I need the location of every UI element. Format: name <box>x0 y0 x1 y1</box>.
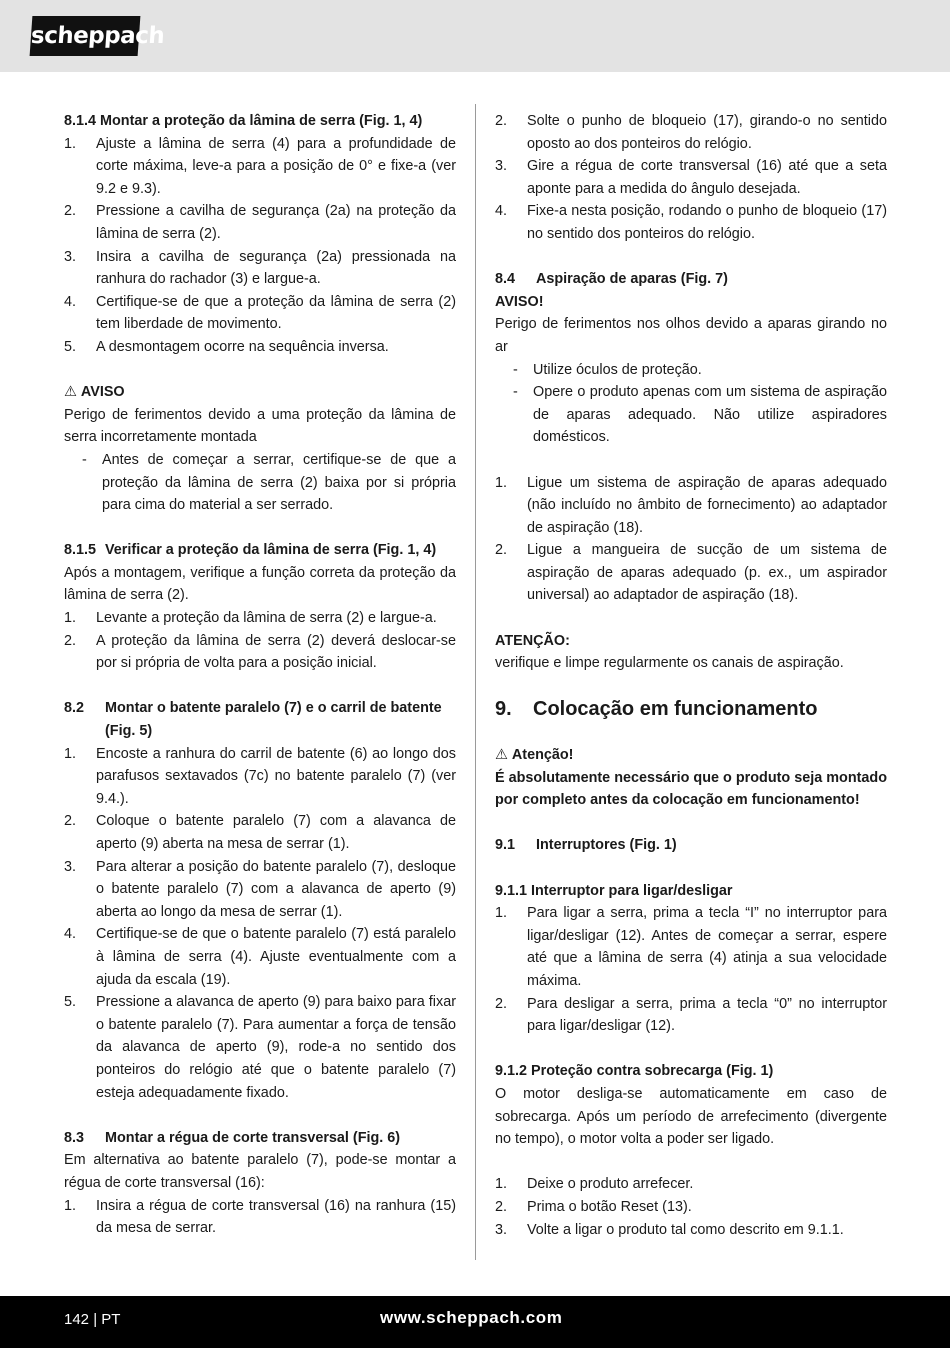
section-9-1-1-title: 9.1.1 Interruptor para ligar/desligar <box>495 882 733 899</box>
left-column <box>64 110 456 1240</box>
section-8-3-intro: Em alternativa ao batente paralelo (7), pode-se montar a régua de corte transversal (16): <box>64 1152 456 1191</box>
section-8-2-title: 8.2 Montar o batente paralelo (7) e o carril de batente (Fig. 5) <box>64 700 442 740</box>
atencao-text: verifique e limpe regularmente os canais de aspiração. <box>495 655 844 672</box>
list-item: 4. Fixe-a nesta posição, rodando o punho de bloqueio (17) no sentido dos ponteiros do relógio. <box>495 203 887 242</box>
list-item: 5. A desmontagem ocorre na sequência inversa. <box>64 338 389 355</box>
section-9-title: 9. Colocação em funcionamento <box>495 698 818 721</box>
footer-bar <box>0 1296 950 1348</box>
section-8-4-title: 8.4 Aspiração de aparas (Fig. 7) <box>495 271 728 288</box>
list-item: 1. Deixe o produto arrefecer. <box>495 1176 694 1193</box>
list-item: 1. Ajuste a lâmina de serra (4) para a profundidade de corte máxima, leve-a para a posição de 0° e fixe-a (ver 9.2 e 9.3). <box>64 135 456 197</box>
atencao-label: ATENÇÃO: <box>495 632 570 649</box>
section-9-1-2-text: O motor desliga-se automaticamente em caso de sobrecarga. Após um período de arrefecimento (divergente no tempo), o motor volta a poder ser ligado. <box>495 1085 887 1148</box>
warning-triangle-icon: ⚠ <box>495 747 508 764</box>
aviso-text: Perigo de ferimentos nos olhos devido a aparas girando no ar <box>495 316 887 355</box>
aviso-label: AVISO! <box>495 293 544 310</box>
list-item: - Opere o produto apenas com um sistema de aspiração de aparas adequado. Não utilize aspiradores domésticos. <box>513 384 887 446</box>
section-8-1-5-title: 8.1.5 Verificar a proteção da lâmina de serra (Fig. 1, 4) <box>64 542 437 559</box>
list-item: 1. Levante a proteção da lâmina de serra (2) e largue-a. <box>64 610 437 627</box>
column-divider <box>475 104 476 1260</box>
list-item: 4. Certifique-se de que o batente paralelo (7) está paralelo à lâmina de serra (4). Ajuste eventualmente com a ajuda da escala (19). <box>64 926 456 988</box>
list-item: 5. Pressione a alavanca de aperto (9) para baixo para fixar o batente paralelo (7). Para aumentar a força de tensão da alavanca de aperto (9), rode-a no sentido dos ponteiros do relógio até que o batente paralelo (7) esteja adequadamente fixado. <box>64 994 456 1101</box>
list-item: 2. Ligue a mangueira de sucção de um sistema de aspiração de aparas adequado (p. ex., um aspirador universal) ao adaptador de aspiração (18). <box>495 542 887 604</box>
list-item: 1. Ligue um sistema de aspiração de aparas adequado (não incluído no âmbito de fornecimento) ao adaptador de aspiração (18). <box>495 474 887 536</box>
list-item: 2. Para desligar a serra, prima a tecla “0” no interruptor para ligar/desligar (12). <box>495 995 887 1035</box>
list-item: 4. Certifique-se de que a proteção da lâmina de serra (2) tem liberdade de movimento. <box>64 293 456 333</box>
list-item: 2. Coloque o batente paralelo (7) com a alavanca de aperto (9) aberta na mesa de serrar (1). <box>64 813 456 852</box>
section-8-1-4-steps <box>64 133 456 359</box>
page-number: 142 | PT <box>64 1311 121 1328</box>
website-url: www.scheppach.com <box>380 1308 563 1327</box>
list-item: 2. Prima o botão Reset (13). <box>495 1198 692 1215</box>
section-8-3-title: 8.3 Montar a régua de corte transversal (Fig. 6) <box>64 1129 401 1146</box>
list-item: 3. Gire a régua de corte transversal (16) até que a seta aponte para a medida do ângulo desejada. <box>495 158 887 197</box>
right-column <box>495 110 887 1241</box>
warning-heading: ⚠ Atenção! <box>495 744 887 767</box>
list-item: 3. Insira a cavilha de segurança (2a) pressionada na ranhura do rachador (3) e largue-a. <box>64 248 456 288</box>
warning-text: Perigo de ferimentos devido a uma proteção da lâmina de serra incorretamente montada <box>64 406 456 446</box>
list-item: 2. Pressione a cavilha de segurança (2a) na proteção da lâmina de serra (2). <box>64 203 456 242</box>
section-9-1-title: 9.1 Interruptores (Fig. 1) <box>495 837 677 854</box>
list-item: 2. Solte o punho de bloqueio (17), girando-o no sentido oposto ao dos ponteiros do relógio. <box>495 113 887 152</box>
list-item: 3. Para alterar a posição do batente paralelo (7), desloque o batente paralelo (7) com a alavanca de aperto (9) aberta ao longo da mesa de serrar (1). <box>64 858 456 920</box>
section-8-1-5-intro: Após a montagem, verifique a função correta da proteção da lâmina de serra (2). <box>64 564 456 604</box>
warning-heading: ⚠ AVISO <box>64 381 456 404</box>
list-item: 3. Volte a ligar o produto tal como descrito em 9.1.1. <box>495 1221 844 1238</box>
section-8-1-4-title: 8.1.4 Montar a proteção da lâmina de serra (Fig. 1, 4) <box>64 113 423 129</box>
warning-text: É absolutamente necessário que o produto seja montado por completo antes da colocação em funcionamento! <box>495 769 887 809</box>
list-item: 2. A proteção da lâmina de serra (2) deverá deslocar-se por si própria de volta para a posição inicial. <box>64 632 456 672</box>
list-item: 1. Insira a régua de corte transversal (16) na ranhura (15) da mesa de serrar. <box>64 1197 456 1237</box>
list-item: - Antes de começar a serrar, certifique-se de que a proteção da lâmina de serra (2) baixa por si própria para cima do material a ser serrado. <box>82 451 456 514</box>
list-item: 1. Encoste a ranhura do carril de batente (6) ao longo dos parafusos sextavados (7c) no batente paralelo (7) (ver 9.4.). <box>64 745 456 807</box>
header-bar <box>0 0 950 72</box>
list-item: 1. Para ligar a serra, prima a tecla “I” no interruptor para ligar/desligar (12). Antes de começar a serrar, espere até que a lâmina de serra (4) atinja a sua velocidade máxima. <box>495 905 887 989</box>
list-item: - Utilize óculos de proteção. <box>513 361 702 378</box>
warning-triangle-icon: ⚠ <box>64 384 77 401</box>
section-9-1-2-title: 9.1.2 Proteção contra sobrecarga (Fig. 1) <box>495 1063 774 1080</box>
brand-logo: scheppach <box>30 16 141 56</box>
